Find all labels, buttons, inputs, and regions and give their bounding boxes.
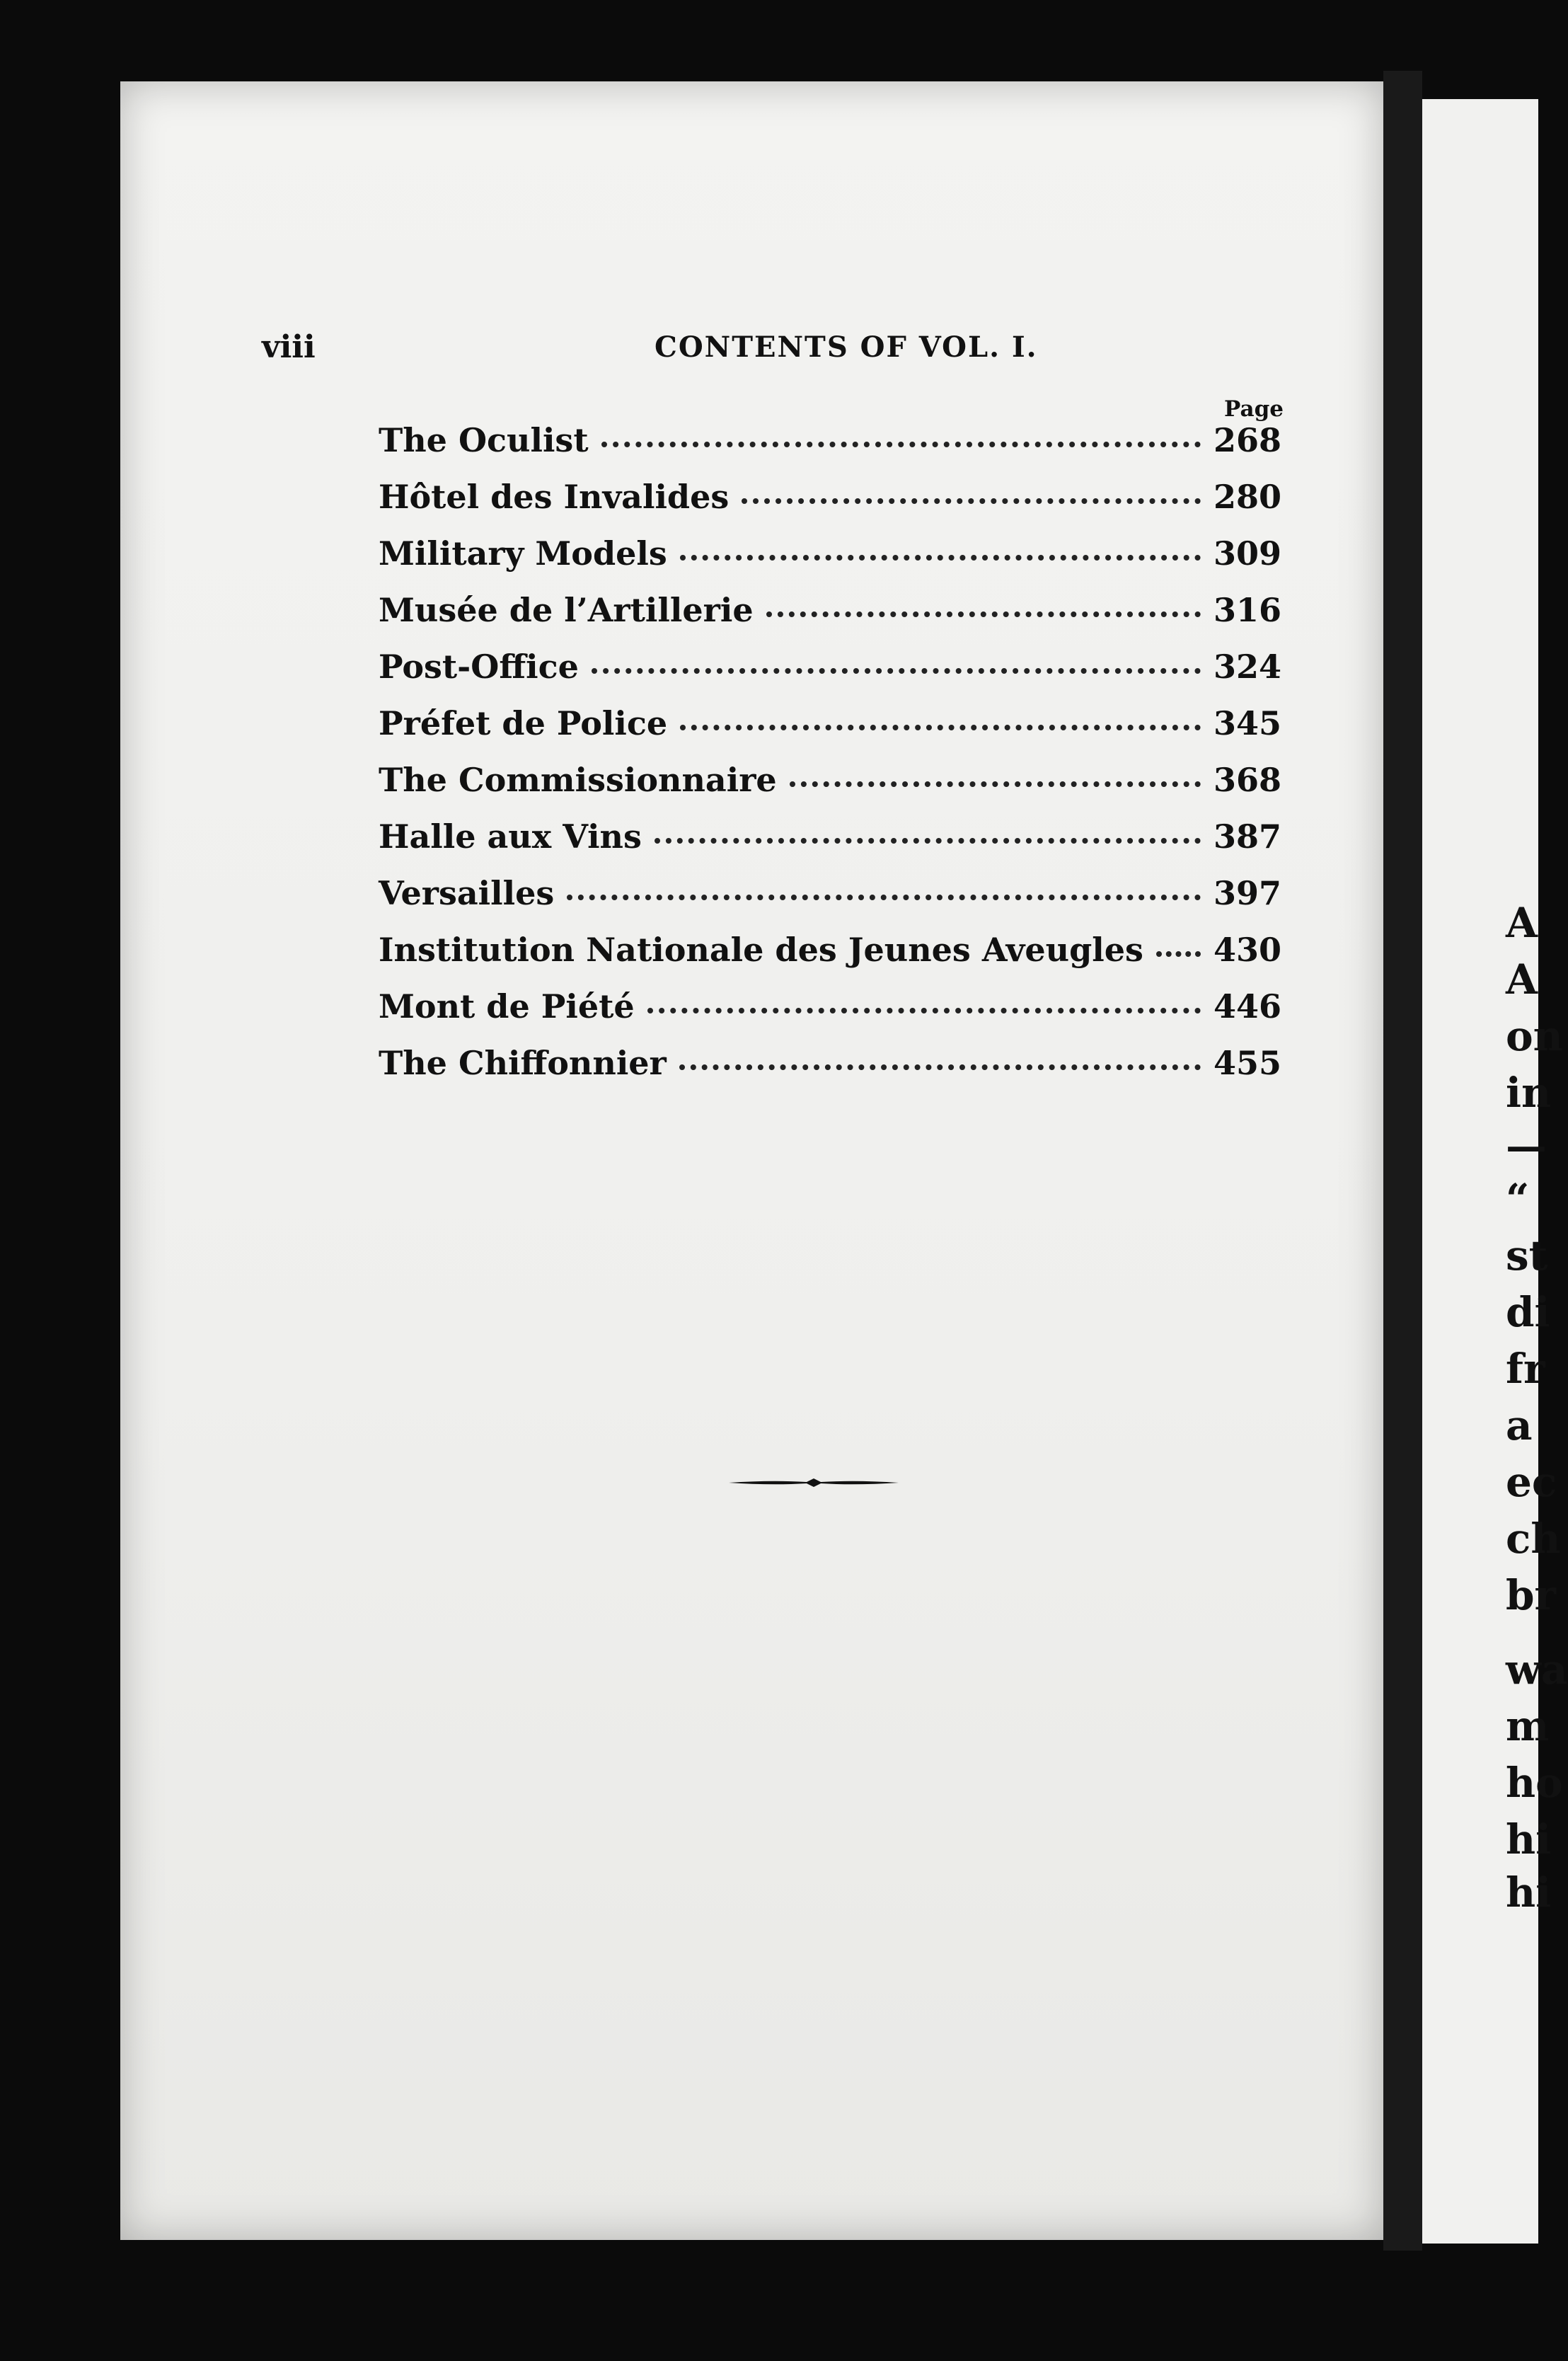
toc-entry-page: 368 bbox=[1214, 761, 1282, 799]
toc-entry bbox=[379, 761, 1282, 817]
adjacent-text: in bbox=[1506, 1069, 1552, 1117]
page-gutter bbox=[1383, 71, 1422, 2251]
running-title: CONTENTS OF VOL. I. bbox=[655, 331, 1038, 364]
toc-entry-page: 430 bbox=[1214, 931, 1282, 969]
divider-ornament-icon bbox=[729, 1476, 899, 1490]
toc-entry-title: The Commissionnaire bbox=[379, 761, 777, 799]
toc-entry bbox=[379, 704, 1282, 761]
dot-leader bbox=[790, 781, 1201, 787]
dot-leader bbox=[655, 837, 1201, 844]
adjacent-text: m bbox=[1506, 1702, 1550, 1750]
dot-leader bbox=[680, 724, 1201, 730]
dot-leader bbox=[766, 611, 1201, 617]
adjacent-text: a bbox=[1506, 1401, 1533, 1449]
toc-entry-title: Musée de l’Artillerie bbox=[379, 591, 754, 629]
page-number: viii bbox=[262, 329, 316, 365]
toc-entry-page: 446 bbox=[1214, 987, 1282, 1026]
toc-entry-title: Hôtel des Invalides bbox=[379, 478, 730, 516]
toc-entry-page: 455 bbox=[1214, 1044, 1282, 1082]
adjacent-text: A bbox=[1506, 955, 1538, 1004]
table-of-contents bbox=[379, 421, 1282, 1101]
book-page bbox=[120, 81, 1383, 2240]
adjacent-text: ch bbox=[1506, 1515, 1561, 1563]
adjacent-page bbox=[1422, 99, 1568, 2244]
adjacent-text: st bbox=[1506, 1231, 1548, 1280]
adjacent-text: hi bbox=[1506, 1868, 1552, 1917]
adjacent-text: A bbox=[1506, 899, 1538, 947]
toc-entry-title: Mont de Piété bbox=[379, 987, 635, 1026]
page-column-label: Page bbox=[1224, 396, 1284, 422]
adjacent-text: wa bbox=[1506, 1645, 1568, 1694]
adjacent-text: ho bbox=[1506, 1759, 1563, 1807]
dot-leader bbox=[680, 554, 1201, 561]
toc-entry-title: Institution Nationale des Jeunes Aveugles bbox=[379, 931, 1143, 969]
adjacent-text: “ bbox=[1506, 1175, 1530, 1223]
dot-leader bbox=[742, 498, 1201, 504]
toc-entry-title: Military Models bbox=[379, 534, 667, 573]
toc-entry bbox=[379, 534, 1282, 591]
toc-entry-title: Post-Office bbox=[379, 648, 579, 686]
toc-entry-page: 324 bbox=[1214, 648, 1282, 686]
toc-entry bbox=[379, 1044, 1282, 1101]
toc-entry bbox=[379, 591, 1282, 648]
dot-leader bbox=[567, 894, 1201, 900]
page-header bbox=[262, 329, 1281, 372]
toc-entry-title: Préfet de Police bbox=[379, 704, 668, 742]
toc-entry bbox=[379, 874, 1282, 931]
toc-entry bbox=[379, 478, 1282, 534]
toc-entry bbox=[379, 648, 1282, 704]
toc-entry-page: 280 bbox=[1214, 478, 1282, 516]
toc-entry-page: 309 bbox=[1214, 534, 1282, 573]
toc-entry bbox=[379, 987, 1282, 1044]
adjacent-text: ec bbox=[1506, 1458, 1557, 1506]
dot-leader bbox=[679, 1064, 1201, 1070]
toc-entry bbox=[379, 817, 1282, 874]
toc-entry-title: The Chiffonnier bbox=[379, 1044, 667, 1082]
toc-entry-page: 397 bbox=[1214, 874, 1282, 912]
toc-entry-title: The Oculist bbox=[379, 421, 589, 459]
toc-entry-page: 268 bbox=[1214, 421, 1282, 459]
adjacent-text: fr bbox=[1506, 1345, 1545, 1393]
dot-leader bbox=[601, 441, 1201, 447]
toc-entry-page: 345 bbox=[1214, 704, 1282, 742]
adjacent-text: di bbox=[1506, 1288, 1550, 1336]
toc-entry-page: 387 bbox=[1214, 817, 1282, 856]
dot-leader bbox=[592, 667, 1201, 674]
adjacent-text: — bbox=[1506, 1122, 1547, 1170]
toc-entry-page: 316 bbox=[1214, 591, 1282, 629]
toc-entry-title: Halle aux Vins bbox=[379, 817, 642, 856]
toc-entry bbox=[379, 931, 1282, 987]
dot-leader bbox=[1156, 950, 1201, 957]
adjacent-text: on bbox=[1506, 1012, 1563, 1060]
toc-entry-title: Versailles bbox=[379, 874, 555, 912]
toc-entry bbox=[379, 421, 1282, 478]
adjacent-text: br bbox=[1506, 1571, 1557, 1619]
adjacent-text: hi bbox=[1506, 1815, 1552, 1863]
dot-leader bbox=[647, 1007, 1201, 1013]
